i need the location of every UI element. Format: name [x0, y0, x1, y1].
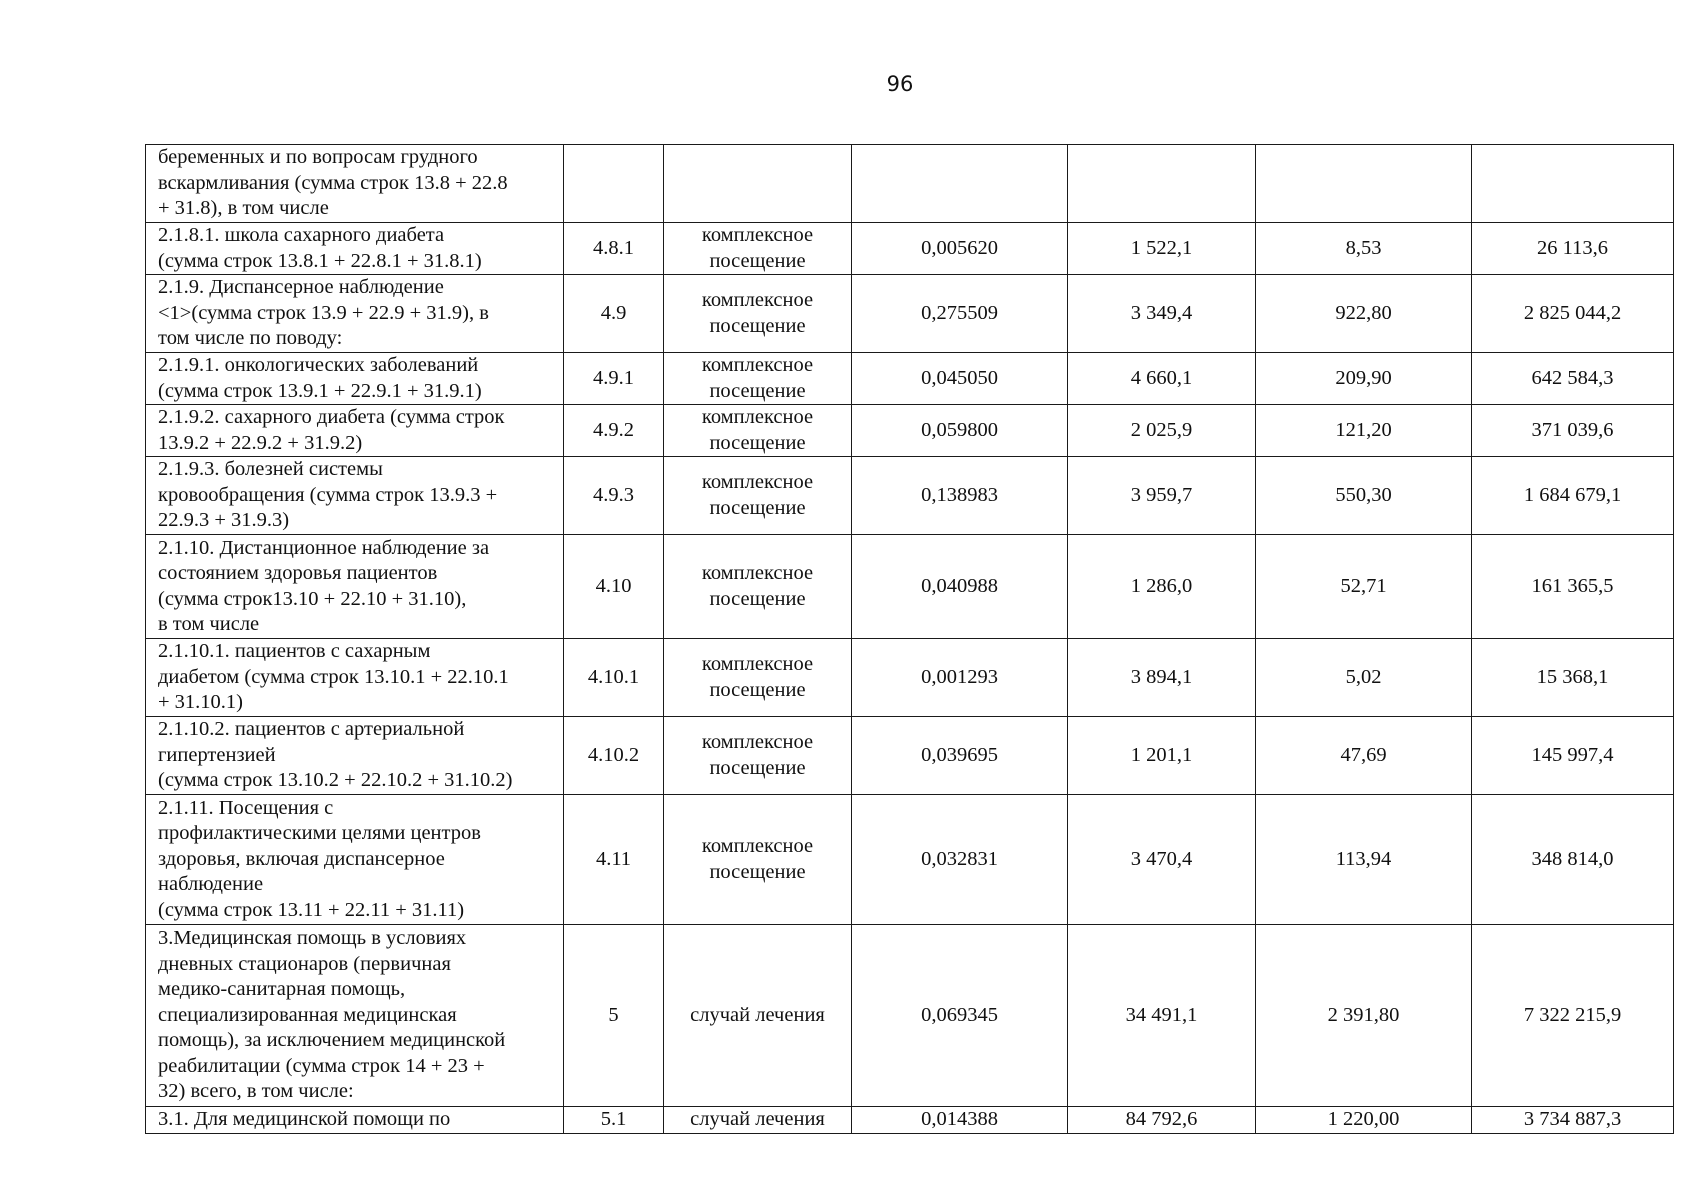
row-total: 1 684 679,1 [1472, 457, 1674, 535]
row-norm: 0,138983 [852, 457, 1068, 535]
row-total: 2 825 044,2 [1472, 275, 1674, 353]
row-unit: комплексное посещение [664, 275, 852, 353]
row-total: 371 039,6 [1472, 405, 1674, 457]
row-unit: комплексное посещение [664, 639, 852, 717]
row-per-capita: 8,53 [1256, 223, 1472, 275]
row-description: 2.1.9. Диспансерное наблюдение <1>(сумма строк 13.9 + 22.9 + 31.9), в том числе по поводу: [146, 275, 564, 353]
row-cost: 1 286,0 [1068, 535, 1256, 639]
table-row [146, 535, 1674, 639]
row-norm: 0,032831 [852, 795, 1068, 925]
row-description: 2.1.9.2. сахарного диабета (сумма строк 13.9.2 + 22.9.2 + 31.9.2) [146, 405, 564, 457]
row-norm: 0,001293 [852, 639, 1068, 717]
row-cost: 3 349,4 [1068, 275, 1256, 353]
row-per-capita: 121,20 [1256, 405, 1472, 457]
row-unit: случай лечения [664, 925, 852, 1107]
table-row [146, 405, 1674, 457]
row-total: 15 368,1 [1472, 639, 1674, 717]
row-description: 2.1.10. Дистанционное наблюдение за состоянием здоровья пациентов (сумма строк13.10 + 22.10 + 31.10), в том числе [146, 535, 564, 639]
row-code: 4.9.1 [564, 353, 664, 405]
row-description: 2.1.9.3. болезней системы кровообращения (сумма строк 13.9.3 + 22.9.3 + 31.9.3) [146, 457, 564, 535]
page-number: 96 [886, 72, 914, 96]
row-code [564, 145, 664, 223]
row-unit: комплексное посещение [664, 795, 852, 925]
row-per-capita: 1 220,00 [1256, 1107, 1472, 1134]
row-cost [1068, 145, 1256, 223]
row-description: 2.1.8.1. школа сахарного диабета (сумма строк 13.8.1 + 22.8.1 + 31.8.1) [146, 223, 564, 275]
row-description: 2.1.11. Посещения с профилактическими целями центров здоровья, включая диспансерное наблюдение (сумма строк 13.11 + 22.11 + 31.11) [146, 795, 564, 925]
row-cost: 2 025,9 [1068, 405, 1256, 457]
report-table [145, 144, 1674, 1134]
row-norm: 0,039695 [852, 717, 1068, 795]
row-code: 5 [564, 925, 664, 1107]
row-unit [664, 145, 852, 223]
row-unit: комплексное посещение [664, 223, 852, 275]
row-cost: 1 201,1 [1068, 717, 1256, 795]
row-total: 145 997,4 [1472, 717, 1674, 795]
row-norm: 0,069345 [852, 925, 1068, 1107]
row-code: 4.10.2 [564, 717, 664, 795]
row-cost: 3 959,7 [1068, 457, 1256, 535]
row-cost: 4 660,1 [1068, 353, 1256, 405]
row-code: 4.11 [564, 795, 664, 925]
row-code: 5.1 [564, 1107, 664, 1134]
row-total: 642 584,3 [1472, 353, 1674, 405]
row-total [1472, 145, 1674, 223]
row-per-capita [1256, 145, 1472, 223]
row-norm: 0,040988 [852, 535, 1068, 639]
report-table-body [146, 145, 1674, 1134]
row-norm: 0,275509 [852, 275, 1068, 353]
row-description: 2.1.10.1. пациентов с сахарным диабетом (сумма строк 13.10.1 + 22.10.1 + 31.10.1) [146, 639, 564, 717]
row-per-capita: 47,69 [1256, 717, 1472, 795]
row-norm: 0,059800 [852, 405, 1068, 457]
table-row [146, 275, 1674, 353]
table-row [146, 1107, 1674, 1134]
table-row [146, 717, 1674, 795]
row-cost: 3 470,4 [1068, 795, 1256, 925]
row-cost: 3 894,1 [1068, 639, 1256, 717]
row-total: 161 365,5 [1472, 535, 1674, 639]
row-code: 4.8.1 [564, 223, 664, 275]
row-cost: 84 792,6 [1068, 1107, 1256, 1134]
row-per-capita: 52,71 [1256, 535, 1472, 639]
row-norm: 0,014388 [852, 1107, 1068, 1134]
row-code: 4.9 [564, 275, 664, 353]
row-description: беременных и по вопросам грудного вскармливания (сумма строк 13.8 + 22.8 + 31.8), в том числе [146, 145, 564, 223]
row-per-capita: 113,94 [1256, 795, 1472, 925]
table-row [146, 795, 1674, 925]
row-unit: случай лечения [664, 1107, 852, 1134]
row-per-capita: 922,80 [1256, 275, 1472, 353]
table-row [146, 457, 1674, 535]
row-per-capita: 5,02 [1256, 639, 1472, 717]
row-total: 3 734 887,3 [1472, 1107, 1674, 1134]
row-description: 3.1. Для медицинской помощи по [146, 1107, 564, 1134]
row-unit: комплексное посещение [664, 457, 852, 535]
row-code: 4.9.3 [564, 457, 664, 535]
row-code: 4.10.1 [564, 639, 664, 717]
row-total: 26 113,6 [1472, 223, 1674, 275]
table-row [146, 353, 1674, 405]
row-description: 2.1.9.1. онкологических заболеваний (сумма строк 13.9.1 + 22.9.1 + 31.9.1) [146, 353, 564, 405]
table-row [146, 639, 1674, 717]
row-code: 4.9.2 [564, 405, 664, 457]
row-code: 4.10 [564, 535, 664, 639]
row-unit: комплексное посещение [664, 535, 852, 639]
row-description: 2.1.10.2. пациентов с артериальной гипертензией (сумма строк 13.10.2 + 22.10.2 + 31.10.2) [146, 717, 564, 795]
row-per-capita: 550,30 [1256, 457, 1472, 535]
row-per-capita: 209,90 [1256, 353, 1472, 405]
row-description: 3.Медицинская помощь в условиях дневных стационаров (первичная медико-санитарная помощь, специализированная медицинская помощь), за исключением медицинской реабилитации (сумма строк 14 + 23 + 32) всего, в том числе: [146, 925, 564, 1107]
row-norm: 0,005620 [852, 223, 1068, 275]
table-row [146, 145, 1674, 223]
table-row [146, 925, 1674, 1107]
row-norm [852, 145, 1068, 223]
row-cost: 1 522,1 [1068, 223, 1256, 275]
row-total: 7 322 215,9 [1472, 925, 1674, 1107]
row-total: 348 814,0 [1472, 795, 1674, 925]
row-unit: комплексное посещение [664, 405, 852, 457]
table-row [146, 223, 1674, 275]
row-cost: 34 491,1 [1068, 925, 1256, 1107]
row-norm: 0,045050 [852, 353, 1068, 405]
row-unit: комплексное посещение [664, 717, 852, 795]
row-per-capita: 2 391,80 [1256, 925, 1472, 1107]
row-unit: комплексное посещение [664, 353, 852, 405]
